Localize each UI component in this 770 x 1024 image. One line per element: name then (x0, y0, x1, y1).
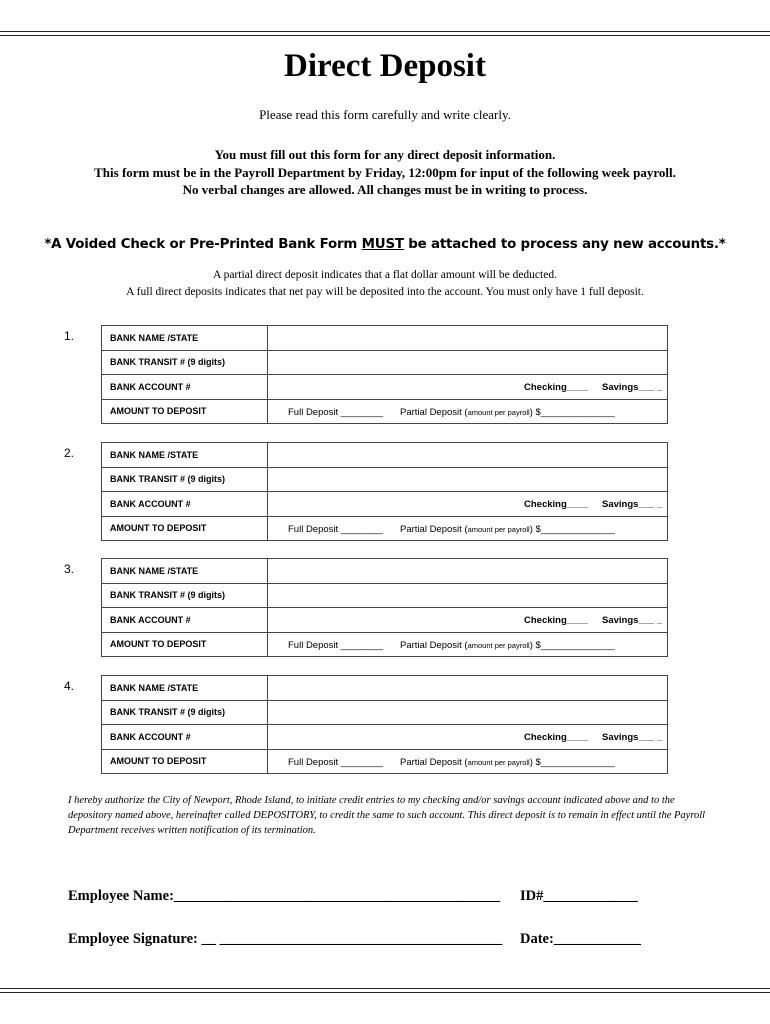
partial-deposit-option[interactable] (400, 757, 615, 768)
bank-account-label: BANK ACCOUNT # (102, 492, 268, 517)
account-table (101, 442, 668, 541)
bank-account-label: BANK ACCOUNT # (102, 375, 268, 400)
partial-prefix: Partial Deposit ( (400, 406, 468, 418)
top-rule-2 (0, 35, 770, 36)
full-deposit-option[interactable]: Full Deposit ________ (288, 523, 384, 535)
amount-label: AMOUNT TO DEPOSIT (102, 632, 268, 657)
authorization-statement: I hereby authorize the City of Newport, Rhode Island, to initiate credit entries to my checking and/or savings account indicated above and to the depository named above, hereinafter called DEPOSITORY, to credit the same to such account. This direct deposit is to remain in effect until the Payroll Department receives written notification of its termination. (68, 795, 706, 836)
account-table (101, 675, 668, 774)
partial-prefix: Partial Deposit ( (400, 523, 468, 535)
account-table (101, 558, 668, 657)
notice-line-2: This form must be in the Payroll Department by Friday, 12:00pm for input of the following week payroll. (94, 164, 676, 180)
bank-name-label: BANK NAME /STATE (102, 443, 268, 468)
bank-transit-label: BANK TRANSIT # (9 digits) (102, 467, 268, 492)
voided-text-after: be attached to process any new accounts.* (403, 237, 726, 252)
bank-account-field[interactable] (268, 725, 668, 750)
form-subtitle: Please read this form carefully and write clearly. (259, 107, 511, 122)
checking-option[interactable]: Checking____ (524, 499, 588, 510)
checking-option[interactable]: Checking____ (524, 382, 588, 393)
top-rule (0, 31, 770, 32)
bank-transit-label: BANK TRANSIT # (9 digits) (102, 700, 268, 725)
full-deposit-option[interactable]: Full Deposit ________ (288, 756, 384, 768)
deposit-notes (0, 267, 770, 300)
partial-suffix: ) $______________ (529, 523, 615, 535)
account-number: 4. (64, 679, 75, 693)
partial-deposit-option[interactable] (400, 407, 615, 418)
account-number: 3. (64, 562, 75, 576)
employee-signature-field[interactable]: Employee Signature: __ _______________________________________ (68, 931, 503, 947)
account-table (101, 325, 668, 424)
partial-small: amount per payroll (467, 640, 530, 650)
savings-option[interactable]: Savings___ _ (602, 732, 663, 743)
amount-label: AMOUNT TO DEPOSIT (102, 399, 268, 424)
partial-suffix: ) $______________ (529, 406, 615, 418)
employee-name-field[interactable]: Employee Name:_____________________________________________ (68, 888, 501, 904)
partial-small: amount per payroll (467, 407, 530, 417)
amount-label: AMOUNT TO DEPOSIT (102, 516, 268, 541)
partial-prefix: Partial Deposit ( (400, 639, 468, 651)
employee-id-field[interactable]: ID#_____________ (520, 888, 638, 904)
amount-field[interactable] (268, 749, 668, 774)
voided-must: MUST (361, 237, 404, 252)
bank-name-field[interactable] (268, 443, 668, 468)
savings-option[interactable]: Savings___ _ (602, 382, 663, 393)
partial-deposit-option[interactable] (400, 640, 615, 651)
bank-account-field[interactable] (268, 608, 668, 633)
bank-name-field[interactable] (268, 559, 668, 584)
bank-account-field[interactable] (268, 492, 668, 517)
bank-transit-field[interactable] (268, 350, 668, 375)
bank-transit-field[interactable] (268, 583, 668, 608)
checking-option[interactable]: Checking____ (524, 732, 588, 743)
partial-small: amount per payroll (467, 524, 530, 534)
partial-deposit-option[interactable] (400, 524, 615, 535)
voided-text-before: *A Voided Check or Pre-Printed Bank Form (44, 237, 362, 252)
bottom-rule (0, 988, 770, 989)
notice-line-1: You must fill out this form for any direct deposit information. (214, 147, 556, 162)
bank-name-label: BANK NAME /STATE (102, 559, 268, 584)
full-deposit-option[interactable]: Full Deposit ________ (288, 406, 384, 418)
bank-account-field[interactable] (268, 375, 668, 400)
bank-transit-field[interactable] (268, 467, 668, 492)
partial-note: A partial direct deposit indicates that a flat dollar amount will be deducted. (213, 269, 557, 281)
account-number: 2. (64, 446, 75, 460)
savings-option[interactable]: Savings___ _ (602, 499, 663, 510)
partial-suffix: ) $______________ (529, 639, 615, 651)
voided-check-notice (0, 237, 770, 252)
partial-prefix: Partial Deposit ( (400, 756, 468, 768)
bank-name-field[interactable] (268, 676, 668, 701)
bank-name-field[interactable] (268, 326, 668, 351)
bank-name-label: BANK NAME /STATE (102, 676, 268, 701)
checking-option[interactable]: Checking____ (524, 615, 588, 626)
notice-line-3: No verbal changes are allowed. All changes must be in writing to process. (182, 182, 588, 197)
amount-field[interactable] (268, 632, 668, 657)
full-note: A full direct deposits indicates that net pay will be deposited into the account. You must only have 1 full deposit. (126, 285, 644, 298)
partial-small: amount per payroll (467, 757, 530, 767)
bank-transit-field[interactable] (268, 700, 668, 725)
bank-name-label: BANK NAME /STATE (102, 326, 268, 351)
amount-field[interactable] (268, 516, 668, 541)
bank-account-label: BANK ACCOUNT # (102, 608, 268, 633)
bank-account-label: BANK ACCOUNT # (102, 725, 268, 750)
partial-suffix: ) $______________ (529, 756, 615, 768)
account-number: 1. (64, 329, 75, 343)
amount-label: AMOUNT TO DEPOSIT (102, 749, 268, 774)
date-field[interactable]: Date:____________ (520, 931, 641, 947)
savings-option[interactable]: Savings___ _ (602, 615, 663, 626)
bank-transit-label: BANK TRANSIT # (9 digits) (102, 583, 268, 608)
bottom-rule-2 (0, 992, 770, 993)
amount-field[interactable] (268, 399, 668, 424)
bank-transit-label: BANK TRANSIT # (9 digits) (102, 350, 268, 375)
page-title: Direct Deposit (284, 48, 486, 84)
full-deposit-option[interactable]: Full Deposit ________ (288, 639, 384, 651)
notice-block (0, 146, 770, 199)
